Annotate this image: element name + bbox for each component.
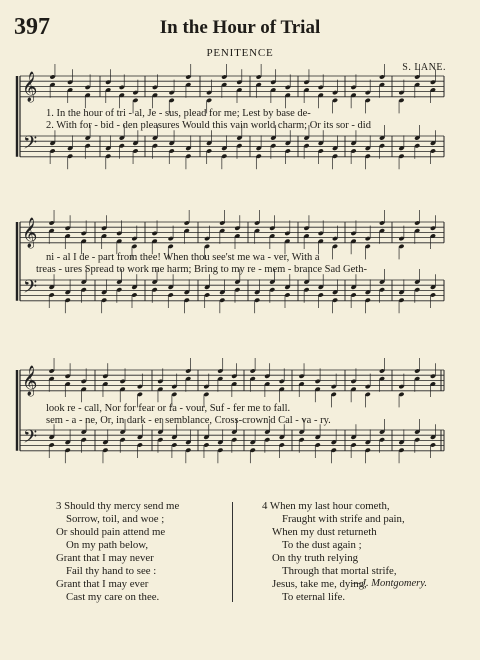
verse-3-line: Grant that I may ever [56,578,149,590]
verse-4-line: Jesus, take me, dying, [272,578,367,590]
composer: S. LANE. [402,62,446,73]
verse-3-line: Fail thy hand to see : [66,565,157,577]
verse-3-line: Sorrow, toil, and woe ; [66,513,165,525]
verse-3-line: Cast my care on thee. [66,591,160,603]
hymn-number: 397 [14,14,50,40]
treble-clef-icon: 𝄞 [22,366,38,396]
hymn-title: In the Hour of Trial [159,17,321,38]
column-divider [232,502,233,602]
system-2-lyric-line-1: ni - al I de - part from thee! When thou see'st me wa - ver, With a [46,252,320,263]
verse-4-line: 4 When my last hour cometh, [262,500,390,512]
treble-clef-icon: 𝄞 [22,72,38,102]
verse-4-line: When my dust returneth [272,526,377,538]
bass-clef-icon: 𝄢 [23,133,38,158]
tune-name: PENITENCE [206,47,274,59]
system-1-lyric-line-2: 2. With for - bid - den pleasures Would this vain world charm; Or its sor - did [46,120,371,131]
bass-clef-icon: 𝄢 [23,427,38,452]
verse-4-line: Fraught with strife and pain, [282,513,405,525]
verse-4-line: Through that mortal strife, [282,565,397,577]
author-attribution: —J. Montgomery. [352,578,427,589]
verse-4-line: To eternal life. [282,591,346,603]
treble-clef-icon: 𝄞 [22,218,38,248]
verse-3 [56,500,179,604]
system-3-lyric-line-2: sem - a - ne, Or, in dark - er semblance, Cross-crown'd Cal - va - ry. [46,415,331,426]
verse-3-line: Grant that I may never [56,552,154,564]
verse-4-line: On thy truth relying [272,552,359,564]
verse-3-line: Or should pain attend me [56,526,166,538]
system-1-lyric-line-1: 1. In the hour of tri - al, Je - sus, plead for me; Lest by base de- [46,108,311,119]
bass-clef-icon: 𝄢 [23,277,38,302]
verse-3-line: 3 Should thy mercy send me [56,500,180,512]
verse-3-line: On my path below, [66,539,149,551]
verse-4-line: To the dust again ; [282,539,362,551]
system-2-lyric-line-2: treas - ures Spread to work me harm; Bring to my re - mem - brance Sad Geth- [36,264,367,275]
system-3-lyric-line-1: look re - call, Nor for fear or fa - vour, Suf - fer me to fall. [46,403,291,414]
